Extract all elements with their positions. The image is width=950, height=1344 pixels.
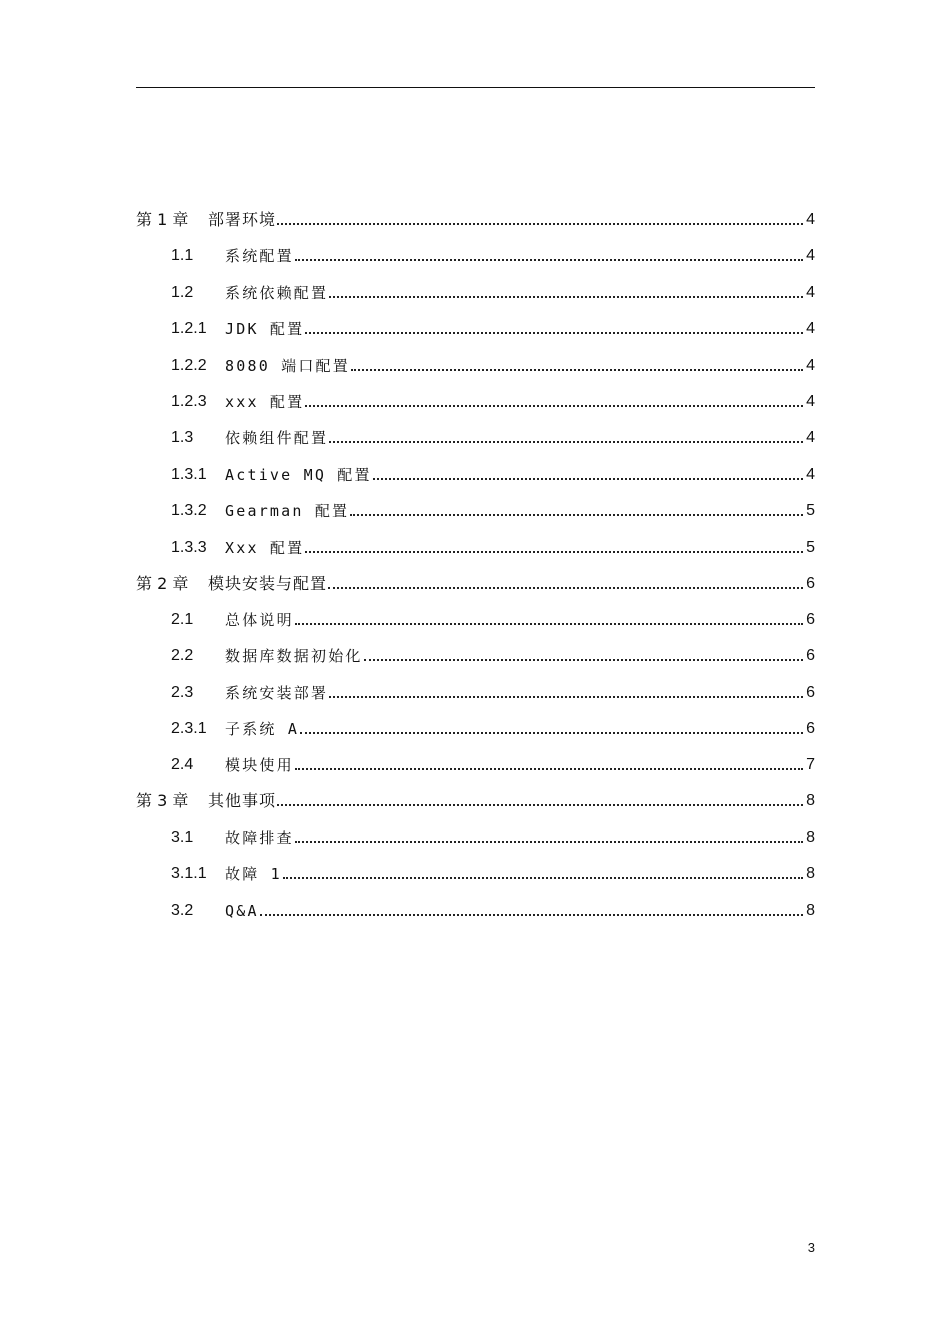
toc-entry[interactable] bbox=[136, 557, 815, 593]
toc-entry[interactable] bbox=[136, 302, 815, 338]
toc-entry-title: 模块使用 bbox=[225, 756, 294, 775]
toc-entry-title: 系统依赖配置 bbox=[225, 283, 329, 302]
toc-entry[interactable] bbox=[136, 847, 815, 883]
toc-dot-leader bbox=[295, 259, 803, 261]
toc-entry-title: 故障 1 bbox=[225, 865, 282, 884]
toc-entry-page: 6 bbox=[806, 610, 815, 628]
toc-entry-page: 8 bbox=[806, 865, 815, 883]
toc-entry-number: 1.2.1 bbox=[171, 320, 207, 338]
toc-entry[interactable] bbox=[136, 593, 815, 629]
toc-entry[interactable] bbox=[136, 447, 815, 483]
toc-dot-leader bbox=[364, 659, 803, 661]
toc-entry-title: Active MQ 配置 bbox=[225, 465, 372, 484]
toc-entry-page: 6 bbox=[806, 683, 815, 701]
toc-dot-leader bbox=[305, 551, 803, 553]
toc-entry-page: 6 bbox=[806, 647, 815, 665]
toc-entry-title: 系统安装部署 bbox=[225, 683, 329, 702]
page-number: 3 bbox=[807, 1240, 815, 1255]
toc-entry-page: 7 bbox=[806, 756, 815, 774]
header-rule bbox=[136, 87, 815, 88]
toc-entry-number: 1.2.3 bbox=[171, 392, 207, 410]
toc-dot-leader bbox=[277, 804, 803, 806]
toc-dot-leader bbox=[329, 441, 803, 443]
toc-dot-leader bbox=[329, 696, 803, 698]
toc-entry[interactable] bbox=[136, 229, 815, 265]
toc-entry-page: 4 bbox=[806, 465, 815, 483]
toc-entry-page: 4 bbox=[806, 429, 815, 447]
toc-entry-title: 模块安装与配置 bbox=[208, 573, 328, 593]
toc-entry[interactable] bbox=[136, 810, 815, 846]
toc-dot-leader bbox=[295, 841, 803, 843]
toc-entry-page: 5 bbox=[806, 538, 815, 556]
toc-entry-number: 3.2 bbox=[171, 901, 194, 919]
toc-entry-title: 数据库数据初始化 bbox=[225, 647, 363, 666]
toc-entry-number: 2.2 bbox=[171, 647, 194, 665]
toc-entry[interactable] bbox=[136, 738, 815, 774]
toc-dot-leader bbox=[351, 369, 803, 371]
toc-entry-title: xxx 配置 bbox=[225, 392, 305, 411]
toc-entry-page: 4 bbox=[806, 392, 815, 410]
toc-entry[interactable] bbox=[136, 411, 815, 447]
toc-dot-leader bbox=[373, 478, 803, 480]
toc-entry-number: 3.1.1 bbox=[171, 865, 207, 883]
toc-entry[interactable] bbox=[136, 774, 815, 810]
toc-entry-number: 1.3.2 bbox=[171, 502, 207, 520]
toc-dot-leader bbox=[277, 223, 803, 225]
toc-entry[interactable] bbox=[136, 883, 815, 919]
toc-entry-title: Gearman 配置 bbox=[225, 502, 350, 521]
toc-entry-title: 故障排查 bbox=[225, 828, 294, 847]
toc-entry[interactable] bbox=[136, 484, 815, 520]
toc-entry-title: 8080 端口配置 bbox=[225, 356, 350, 375]
toc-entry-title: 系统配置 bbox=[225, 247, 294, 266]
toc-entry-title: 依赖组件配置 bbox=[225, 429, 329, 448]
toc-entry-page: 4 bbox=[806, 247, 815, 265]
toc-dot-leader bbox=[260, 914, 803, 916]
toc-entry[interactable] bbox=[136, 702, 815, 738]
toc-dot-leader bbox=[328, 587, 803, 589]
toc-entry-page: 4 bbox=[806, 356, 815, 374]
toc-entry-title: 总体说明 bbox=[225, 610, 294, 629]
toc-entry[interactable] bbox=[136, 338, 815, 374]
toc-entry-number: 1.2.2 bbox=[171, 356, 207, 374]
toc-entry[interactable] bbox=[136, 265, 815, 301]
toc-dot-leader bbox=[305, 332, 803, 334]
toc-entry-number: 3.1 bbox=[171, 828, 194, 846]
toc-entry-title: JDK 配置 bbox=[225, 320, 305, 339]
toc-dot-leader bbox=[350, 514, 803, 516]
toc-entry-title: 子系统 A bbox=[225, 720, 300, 739]
toc-entry-page: 5 bbox=[806, 502, 815, 520]
toc-dot-leader bbox=[300, 732, 803, 734]
toc-entry-number: 1.2 bbox=[171, 283, 194, 301]
toc-entry-number: 2.3 bbox=[171, 683, 194, 701]
toc-dot-leader bbox=[283, 877, 803, 879]
toc-entry-page: 4 bbox=[806, 320, 815, 338]
toc-entry-number: 1.3.3 bbox=[171, 538, 207, 556]
toc-entry-number: 第 3 章 bbox=[136, 791, 189, 811]
toc-entry-number: 第 1 章 bbox=[136, 210, 189, 229]
table-of-contents bbox=[136, 193, 815, 920]
toc-entry-number: 2.3.1 bbox=[171, 720, 207, 738]
toc-entry-page: 4 bbox=[806, 283, 815, 301]
toc-entry-page: 4 bbox=[806, 211, 815, 228]
toc-entry[interactable] bbox=[136, 193, 815, 229]
toc-entry-number: 2.4 bbox=[171, 756, 194, 774]
toc-entry-title: Xxx 配置 bbox=[225, 538, 305, 557]
toc-dot-leader bbox=[295, 623, 803, 625]
toc-entry[interactable] bbox=[136, 665, 815, 701]
toc-entry-page: 8 bbox=[806, 901, 815, 919]
toc-entry-page: 8 bbox=[806, 792, 815, 810]
toc-entry[interactable] bbox=[136, 520, 815, 556]
toc-entry-number: 1.3.1 bbox=[171, 465, 207, 483]
toc-entry[interactable] bbox=[136, 375, 815, 411]
toc-entry-number: 2.1 bbox=[171, 610, 194, 628]
toc-dot-leader bbox=[329, 296, 803, 298]
toc-entry-number: 1.3 bbox=[171, 429, 194, 447]
toc-entry-page: 6 bbox=[806, 574, 815, 592]
toc-dot-leader bbox=[295, 768, 803, 770]
toc-dot-leader bbox=[305, 405, 803, 407]
toc-entry-page: 6 bbox=[806, 720, 815, 738]
toc-entry-number: 第 2 章 bbox=[136, 573, 189, 593]
toc-entry-page: 8 bbox=[806, 828, 815, 846]
toc-entry-title: Q&A bbox=[225, 901, 259, 920]
toc-entry-number: 1.1 bbox=[171, 247, 194, 265]
toc-entry-title: 部署环境 bbox=[208, 210, 277, 229]
toc-entry-title: 其他事项 bbox=[208, 791, 277, 811]
toc-entry[interactable] bbox=[136, 629, 815, 665]
